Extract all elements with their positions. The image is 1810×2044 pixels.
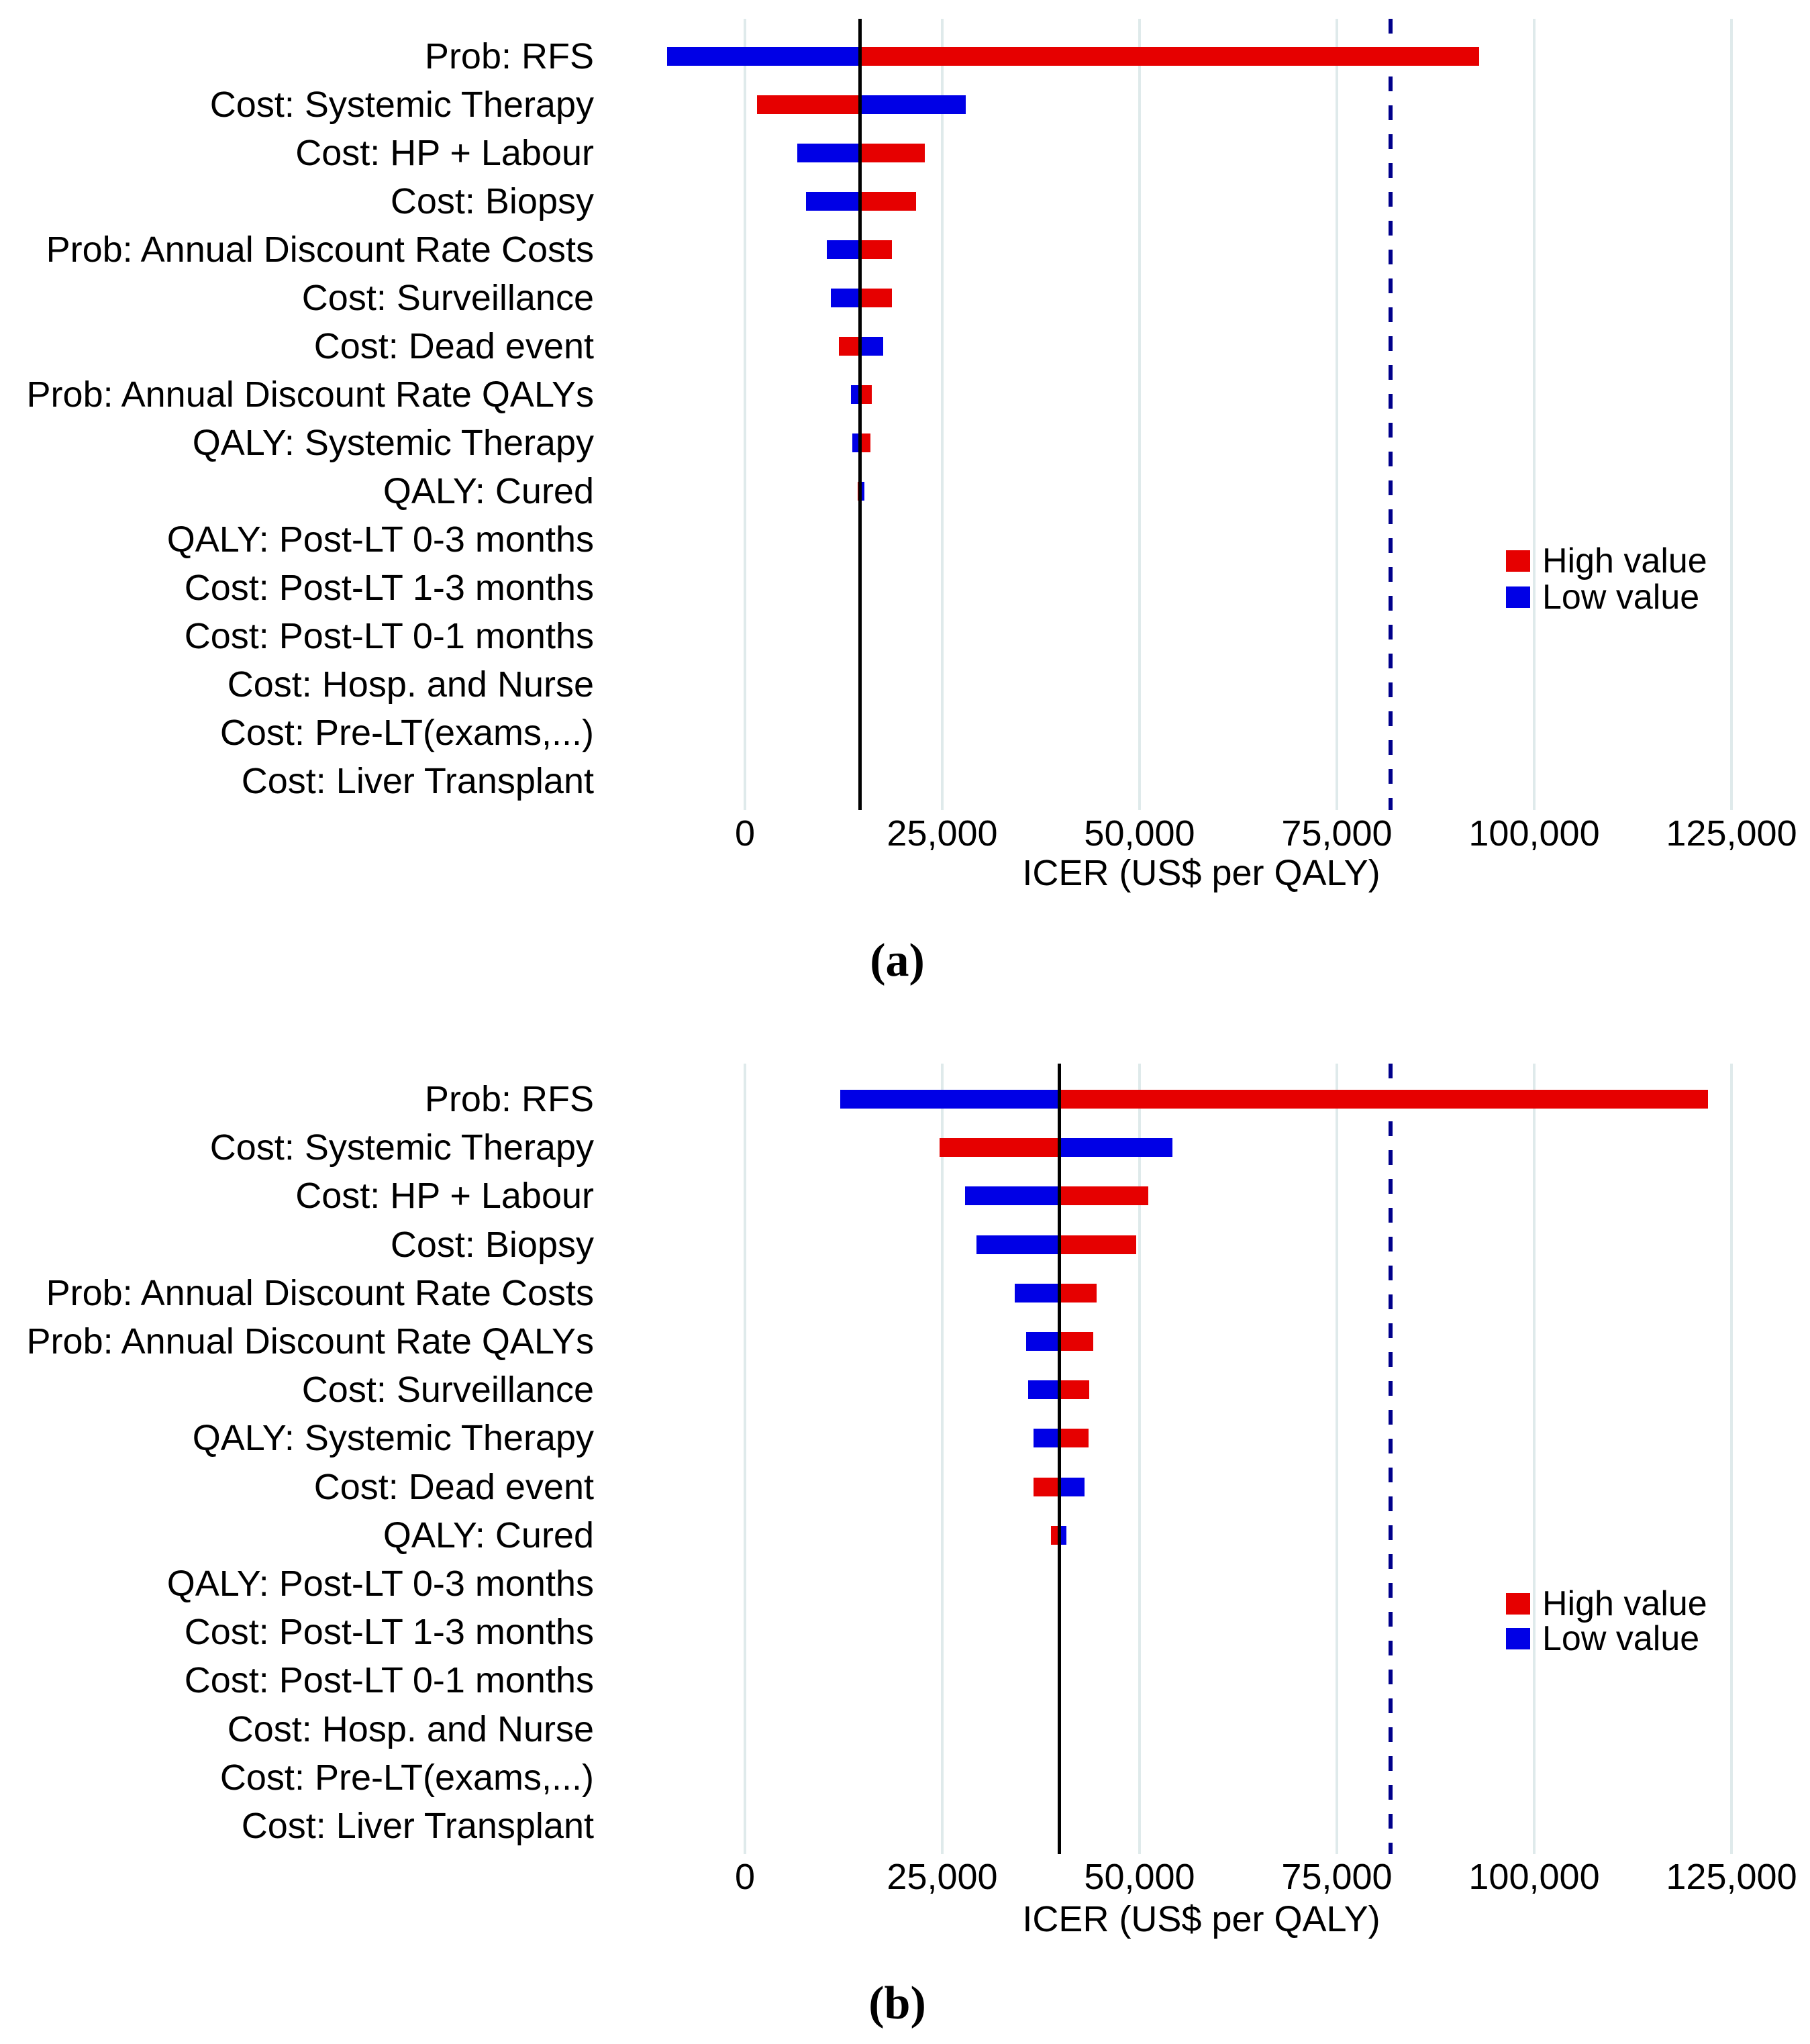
- row-label: Prob: Annual Discount Rate QALYs: [26, 374, 594, 415]
- legend-low-value-label: Low value: [1542, 1619, 1700, 1658]
- row-label: Cost: HP + Labour: [295, 133, 594, 173]
- row-label: Cost: Surveillance: [301, 1370, 594, 1411]
- bar-high-value: [860, 47, 1479, 66]
- row-label: Cost: Hosp. and Nurse: [227, 664, 594, 705]
- gridline: [941, 19, 944, 810]
- x-axis-title: ICER (US$ per QALY): [1022, 1899, 1380, 1939]
- bar-low-value: [1015, 1284, 1059, 1302]
- row-label: Cost: Systemic Therapy: [209, 85, 594, 125]
- bar-low-value: [860, 95, 966, 114]
- gridline: [1336, 19, 1338, 810]
- x-tick-label: 75,000: [1281, 813, 1393, 854]
- x-tick-label: 0: [734, 1857, 756, 1897]
- bar-high-value: [940, 1138, 1059, 1157]
- bar-high-value: [839, 337, 860, 356]
- row-label: Cost: Surveillance: [301, 278, 594, 318]
- bar-low-value: [806, 192, 860, 211]
- bar-high-value: [860, 240, 892, 259]
- bar-high-value: [757, 95, 860, 114]
- row-label: QALY: Cured: [383, 1515, 594, 1555]
- row-label: QALY: Systemic Therapy: [192, 1418, 594, 1459]
- gridline: [941, 1064, 944, 1854]
- bar-low-value: [1059, 1138, 1172, 1157]
- x-tick-label: 50,000: [1084, 1857, 1195, 1897]
- row-label: Cost: HP + Labour: [295, 1176, 594, 1217]
- bar-low-value: [1059, 1478, 1085, 1496]
- x-tick-label: 125,000: [1666, 1857, 1797, 1897]
- row-label: Prob: Annual Discount Rate QALYs: [26, 1321, 594, 1362]
- panel-caption-a: (a): [870, 935, 925, 986]
- gridline: [1138, 1064, 1141, 1854]
- bar-high-value: [860, 385, 872, 404]
- row-label: Cost: Post-LT 1-3 months: [184, 1612, 594, 1653]
- legend-high-value-swatch: [1506, 550, 1530, 572]
- row-label: QALY: Post-LT 0-3 months: [166, 1564, 594, 1604]
- row-label: Cost: Post-LT 1-3 months: [184, 568, 594, 608]
- bar-low-value: [827, 240, 860, 259]
- row-label: Cost: Dead event: [313, 326, 594, 366]
- baseline-icer-line: [858, 19, 862, 810]
- bar-low-value: [840, 1090, 1059, 1109]
- row-label: Cost: Systemic Therapy: [209, 1127, 594, 1168]
- legend-high-value-label: High value: [1542, 542, 1707, 580]
- bar-high-value: [1059, 1332, 1093, 1351]
- row-label: QALY: Post-LT 0-3 months: [166, 519, 594, 560]
- bar-high-value: [860, 289, 892, 307]
- legend-high-value-swatch: [1506, 1593, 1530, 1615]
- bar-low-value: [667, 47, 860, 66]
- baseline-icer-line: [1058, 1064, 1061, 1854]
- panel-caption-b: (b): [868, 1978, 926, 2029]
- gridline: [1336, 1064, 1338, 1854]
- bar-low-value: [1034, 1429, 1059, 1447]
- row-label: Cost: Dead event: [313, 1466, 594, 1507]
- row-label: QALY: Systemic Therapy: [192, 423, 594, 463]
- row-label: Cost: Liver Transplant: [241, 1806, 594, 1846]
- x-tick-label: 100,000: [1468, 813, 1600, 854]
- bar-high-value: [1059, 1284, 1097, 1302]
- row-label: Cost: Post-LT 0-1 months: [184, 616, 594, 656]
- row-label: Cost: Pre-LT(exams,...): [219, 713, 594, 753]
- x-tick-label: 75,000: [1281, 1857, 1393, 1897]
- bar-low-value: [1028, 1380, 1059, 1399]
- row-label: QALY: Cured: [383, 471, 594, 511]
- x-axis-title: ICER (US$ per QALY): [1022, 853, 1380, 893]
- bar-high-value: [1059, 1380, 1089, 1399]
- bar-low-value: [797, 144, 860, 162]
- x-tick-label: 0: [734, 813, 756, 854]
- gridline: [744, 19, 746, 810]
- bar-high-value: [860, 144, 925, 162]
- row-label: Prob: RFS: [424, 1079, 594, 1119]
- wtp-threshold-line: [1389, 19, 1393, 810]
- bar-high-value: [1059, 1429, 1089, 1447]
- x-tick-label: 25,000: [887, 813, 998, 854]
- x-tick-label: 25,000: [887, 1857, 998, 1897]
- x-tick-label: 125,000: [1666, 813, 1797, 854]
- row-label: Cost: Hosp. and Nurse: [227, 1708, 594, 1749]
- row-label: Prob: Annual Discount Rate Costs: [46, 1272, 594, 1313]
- bar-high-value: [1059, 1090, 1708, 1109]
- legend-low-value-label: Low value: [1542, 578, 1700, 617]
- bar-low-value: [976, 1235, 1059, 1254]
- gridline: [744, 1064, 746, 1854]
- row-label: Prob: Annual Discount Rate Costs: [46, 229, 594, 270]
- x-tick-label: 100,000: [1468, 1857, 1600, 1897]
- gridline: [1533, 19, 1536, 810]
- row-label: Cost: Pre-LT(exams,...): [219, 1757, 594, 1798]
- row-label: Cost: Biopsy: [390, 181, 594, 221]
- row-label: Cost: Post-LT 0-1 months: [184, 1660, 594, 1701]
- row-label: Cost: Biopsy: [390, 1224, 594, 1265]
- row-label: Prob: RFS: [424, 36, 594, 76]
- bar-high-value: [1059, 1235, 1136, 1254]
- bar-high-value: [1034, 1478, 1059, 1496]
- legend-low-value-swatch: [1506, 586, 1530, 608]
- gridline: [1730, 19, 1733, 810]
- bar-low-value: [965, 1186, 1059, 1205]
- x-tick-label: 50,000: [1084, 813, 1195, 854]
- legend-low-value-swatch: [1506, 1628, 1530, 1649]
- gridline: [1730, 1064, 1733, 1854]
- bar-high-value: [860, 192, 916, 211]
- legend-high-value-label: High value: [1542, 1584, 1707, 1623]
- wtp-threshold-line: [1389, 1064, 1393, 1854]
- bar-low-value: [831, 289, 860, 307]
- bar-low-value: [860, 337, 883, 356]
- gridline: [1138, 19, 1141, 810]
- gridline: [1533, 1064, 1536, 1854]
- bar-low-value: [1026, 1332, 1059, 1351]
- row-label: Cost: Liver Transplant: [241, 761, 594, 801]
- bar-high-value: [1059, 1186, 1148, 1205]
